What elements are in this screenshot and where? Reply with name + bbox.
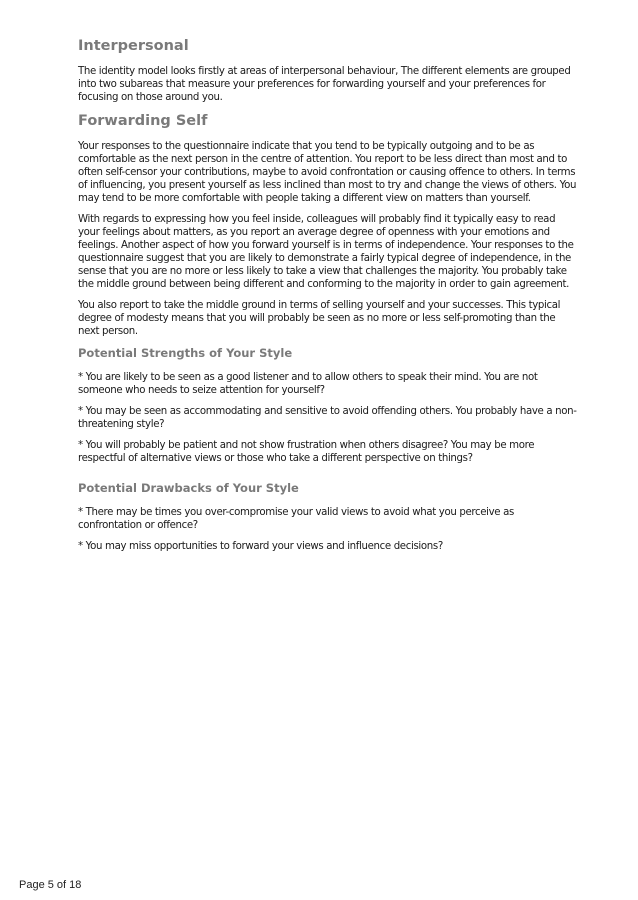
forwarding-self-paragraph-3: You also report to take the middle ground in terms of selling yourself and your successes. This typical degree of modesty means that you will probably be seen as no more or less self-promoting than the next person. [78, 300, 561, 337]
strength-item-3: * You will probably be patient and not show frustration when others disagree? You may be more respectful of alternative views or those who take a different perspective on things? [78, 440, 535, 464]
subheading-strengths: Potential Strengths of Your Style [78, 346, 293, 360]
section-heading-forwarding-self: Forwarding Self [78, 113, 208, 129]
strength-item-2: * You may be seen as accommodating and sensitive to avoid offending others. You probably have a non-threatening style? [78, 406, 577, 430]
section-heading-interpersonal: Interpersonal [78, 38, 189, 54]
drawback-item-1: * There may be times you over-compromise your valid views to avoid what you perceive as confrontation or offence? [78, 507, 514, 531]
strength-item-1: * You are likely to be seen as a good listener and to allow others to speak their mind. You are not someone who needs to seize attention for yourself? [78, 372, 538, 396]
page-content [78, 37, 578, 561]
forwarding-self-paragraph-1: Your responses to the questionnaire indicate that you tend to be typically outgoing and to be as comfortable as the next person in the centre of attention. You report to be less direct than most and to often self-censor your contributions, maybe to avoid confrontation or causing offence to others. In terms of influencing, you present yourself as less inclined than most to try and change the views of others. You may tend to be more comfortable with people taking a different view on matters than yourself. [78, 141, 577, 204]
interpersonal-paragraph: The identity model looks firstly at areas of interpersonal behaviour, The different elements are grouped into two subareas that measure your preferences for forwarding yourself and your preferences for focusing on those around you. [78, 66, 571, 103]
page-number: Page 5 of 18 [19, 879, 82, 891]
drawback-item-2: * You may miss opportunities to forward your views and influence decisions? [78, 541, 443, 552]
subheading-drawbacks: Potential Drawbacks of Your Style [78, 481, 299, 495]
forwarding-self-paragraph-2: With regards to expressing how you feel inside, colleagues will probably find it typically easy to read your feelings about matters, as you report an average degree of openness with your emotions and feelings. Another aspect of how you forward yourself is in terms of independence. Your responses to the questionnaire suggest that you are likely to demonstrate a fairly typical degree of independence, in the sense that you are no more or less likely to take a view that challenges the majority. You probably take the middle ground between being different and conforming to the majority in order to gain agreement. [78, 214, 574, 290]
